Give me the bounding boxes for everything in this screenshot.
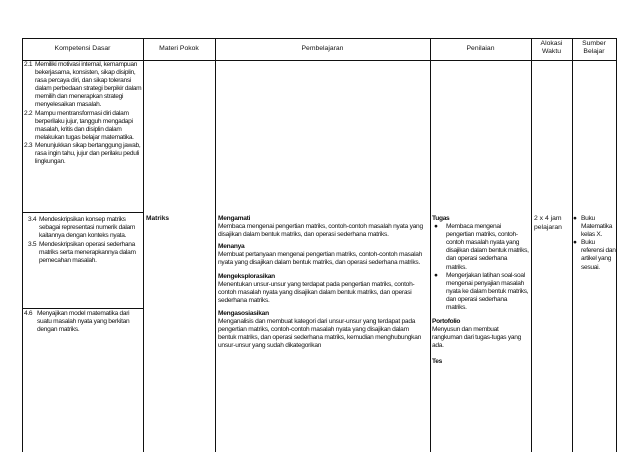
section-text: Menganalisis dan membuat kategori dari unsur-unsur yang terdapat pada pengertian matriks, contoh-contoh masalah nyata yang disajikan dalam bentuk matriks, dan operasi sederhana matriks, kemudian menghubungkan unsur-unsur yang sudah dikategorikan <box>218 318 422 350</box>
column-divider-2 <box>215 38 216 452</box>
tugas-item <box>434 272 529 312</box>
bullet-icon: ● <box>434 223 438 231</box>
kompetensi-number: 2.2 <box>24 109 33 117</box>
kompetensi-row-divider-2 <box>22 308 143 309</box>
table-right-border <box>616 38 617 452</box>
kompetensi-text: Menunjukkan sikap bertanggung jawab, rasa ingin tahu, jujur dan perilaku peduli lingkungan. <box>35 141 141 166</box>
penilaian-content <box>432 215 529 366</box>
section-title: Mengasosiasikan <box>218 309 269 317</box>
kompetensi-number: 2.3 <box>24 141 33 149</box>
alokasi-text: 2 x 4 jam pelajaran <box>534 215 562 231</box>
tes-title: Tes <box>432 357 442 365</box>
portofolio-section <box>432 318 529 350</box>
kompetensi-text: Menyajikan model matematika dari suatu masalah nyata yang berkitan dengan matriks. <box>37 310 130 334</box>
header-kompetensi-label: Kompetensi Dasar <box>54 45 111 52</box>
tugas-text: Membaca mengenai pengertian matriks, contoh-contoh masalah nyata yang disajikan dalam bentuk matriks, dan operasi sederhana matriks. <box>446 223 529 271</box>
pembelajaran-section-mengeksplorasikan <box>218 273 428 305</box>
kompetensi-number: 3.4 <box>28 216 37 223</box>
table-top-border <box>22 38 617 39</box>
bullet-icon: ● <box>573 215 577 222</box>
kompetensi-block-keterampilan <box>24 310 140 334</box>
header-materi-pokok <box>143 45 215 53</box>
kompetensi-item <box>28 241 140 265</box>
kompetensi-row-divider-1 <box>22 212 143 213</box>
sumber-item <box>573 239 616 271</box>
kompetensi-block-sikap <box>24 61 142 166</box>
section-title: Mengamati <box>218 215 251 222</box>
header-alokasi-line2: Waktu <box>541 48 561 56</box>
tugas-text: Mengerjakan latihan soal-soal mengenai penyajian masalah nyata ke dalam bentuk matriks, dan operasi sederhana matriks. <box>446 271 529 312</box>
portofolio-title: Portofolio <box>432 318 461 326</box>
kompetensi-block-pengetahuan <box>28 216 140 266</box>
column-divider-4 <box>531 38 532 452</box>
column-divider-1 <box>143 38 144 452</box>
tugas-item <box>434 223 529 272</box>
header-alokasi-waktu <box>531 40 572 56</box>
header-sumber-line1: Sumber <box>582 40 606 47</box>
header-pembelajaran-label: Pembelajaran <box>301 45 344 52</box>
kompetensi-text: Mendeskripsikan operasi sederhana matriks serta menerapkannya dalam pemecahan masalah. <box>39 241 136 265</box>
header-penilaian-label: Penilaian <box>466 45 495 52</box>
header-pembelajaran <box>215 45 430 53</box>
materi-text: Matriks <box>146 215 170 222</box>
section-text: Menentukan unsur-unsur yang terdapat pada pengertian matriks, contoh-contoh masalah nyata yang disajikan dalam bentuk matriks, dan operasi sederhana matriks. <box>218 280 415 304</box>
header-kompetensi-dasar <box>22 45 143 53</box>
tugas-title: Tugas <box>432 215 450 222</box>
tes-section <box>432 358 529 366</box>
kompetensi-number: 4.6 <box>24 310 33 317</box>
kompetensi-number: 3.5 <box>28 241 37 249</box>
kompetensi-text: Memiliki motivasi internal, kemampuan bekerjasama, konsisten, sikap disiplin, rasa percaya diri, dan sikap toleransi dalam perbedaan strategi berpikir dalam memilih dan menerapkan strategi menyelesaikan masalah. <box>35 61 142 109</box>
sumber-item <box>573 215 616 239</box>
materi-pokok-value <box>146 215 214 223</box>
header-alokasi-line1: Alokasi <box>540 40 563 47</box>
table-left-border <box>22 38 23 452</box>
section-text: Membaca mengenai pengertian matriks, contoh-contoh masalah nyata yang disajikan dalam bentuk matriks, dan operasi sederhana matriks. <box>218 223 423 239</box>
pembelajaran-section-menanya <box>218 243 428 267</box>
bullet-icon: ● <box>434 271 438 279</box>
pembelajaran-section-mengasosiasikan <box>218 310 428 350</box>
header-sumber-line2: Belajar <box>583 48 605 56</box>
kompetensi-item <box>24 142 142 166</box>
sumber-belajar-content <box>573 215 616 272</box>
kompetensi-number: 2.1 <box>24 61 33 68</box>
header-sumber-belajar <box>572 40 616 56</box>
kompetensi-text: Mendeskripsikan konsep matriks sebagai representasi numerik dalam kaitannya dengan konteks nyata. <box>39 216 136 240</box>
column-divider-3 <box>430 38 431 452</box>
sumber-text: Buku referensi dan artikel yang sesuai. <box>581 239 616 271</box>
bullet-icon: ● <box>573 239 577 247</box>
section-title: Mengeksplorasikan <box>218 272 275 280</box>
kompetensi-item <box>24 61 142 110</box>
kompetensi-item <box>28 216 140 240</box>
section-text: Membuat pertanyaan mengenai pengertian matriks, contoh-contoh masalah nyata yang disajikan dalam bentuk matriks, dan operasi sederhana matriks. <box>218 251 423 267</box>
header-penilaian <box>430 45 531 53</box>
header-materi-label: Materi Pokok <box>159 45 199 52</box>
alokasi-waktu-value <box>534 215 574 232</box>
section-title: Menanya <box>218 243 245 251</box>
kompetensi-item <box>24 110 142 142</box>
pembelajaran-content <box>218 215 428 350</box>
kompetensi-item <box>24 310 140 334</box>
portofolio-text: Menyusun dan membuat rangkuman dari tugas-tugas yang ada. <box>432 326 521 350</box>
pembelajaran-section-mengamati <box>218 215 428 239</box>
sumber-text: Buku Matematika kelas X. <box>581 215 613 239</box>
kompetensi-text: Mampu mentransformasi diri dalam berperilaku jujur, tangguh mengadapi masalah, kritis dan disiplin dalam melakukan tugas belajar matematika. <box>35 109 134 141</box>
